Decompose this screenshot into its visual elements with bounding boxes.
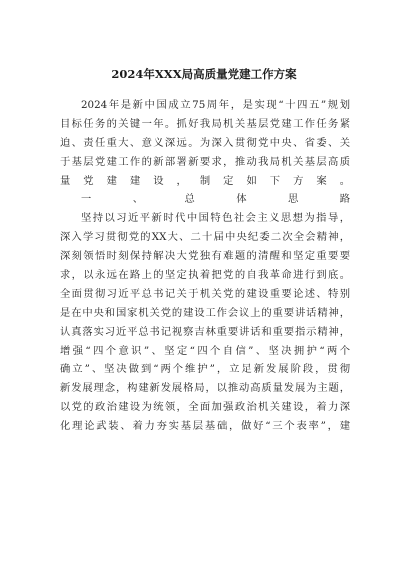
paragraph-line: 确立”、坚决做到“两个维护”，立足新发展阶段，贯彻	[60, 363, 350, 376]
paragraph-line: 以党的政治建设为统领，全面加强政治机关建设，着力深	[60, 401, 350, 414]
paragraph-overall-approach	[60, 209, 350, 436]
document-body	[60, 96, 350, 436]
section-heading-text: 一、总体思路	[81, 193, 350, 206]
document-title: 2024年XXX局高质量党建工作方案	[111, 67, 297, 81]
paragraph-line: 深刻领悟时刻保持解决大党独有难题的清醒和坚定重要要	[60, 250, 350, 263]
paragraph-line: 化理论武装、着力夯实基层基础，做好“三个表率”，建	[60, 420, 350, 433]
paragraph-line: 于基层党建工作的新部署新要求，推动我局机关基层高质	[60, 155, 350, 168]
paragraph-line: 增强“四个意识”、坚定“四个自信”、坚决拥护“两个	[60, 344, 350, 357]
paragraph-line: 求，以永远在路上的坚定执着把党的自我革命进行到底。	[60, 269, 350, 282]
paragraph-line: 是在中央和国家机关党的建设工作会议上的重要讲话精神，	[60, 306, 350, 319]
paragraph-line: 迫、责任重大、意义深远。为深入贯彻党中央、省委、关	[60, 136, 350, 149]
paragraph-line: 坚持以习近平新时代中国特色社会主义思想为指导，	[81, 212, 350, 225]
paragraph-line: 2024年是新中国成立75周年，是实现“十四五”规划	[81, 99, 350, 111]
paragraph-line: 目标任务的关键一年。抓好我局机关基层党建工作任务紧	[60, 117, 350, 130]
paragraph-line: 认真落实习近平总书记视察吉林重要讲话和重要指示精神，	[60, 325, 350, 338]
section-heading	[60, 190, 350, 209]
paragraph-line: 量党建建设，制定如下方案。	[60, 174, 350, 187]
paragraph-line: 新发展理念，构建新发展格局，以推动高质量发展为主题，	[60, 382, 350, 395]
paragraph-intro	[60, 96, 350, 190]
paragraph-line: 深入学习贯彻党的XX大、二十届中央纪委二次全会精神，	[60, 231, 350, 244]
paragraph-line: 全面贯彻习近平总书记关于机关党的建设重要论述、特别	[60, 287, 350, 300]
